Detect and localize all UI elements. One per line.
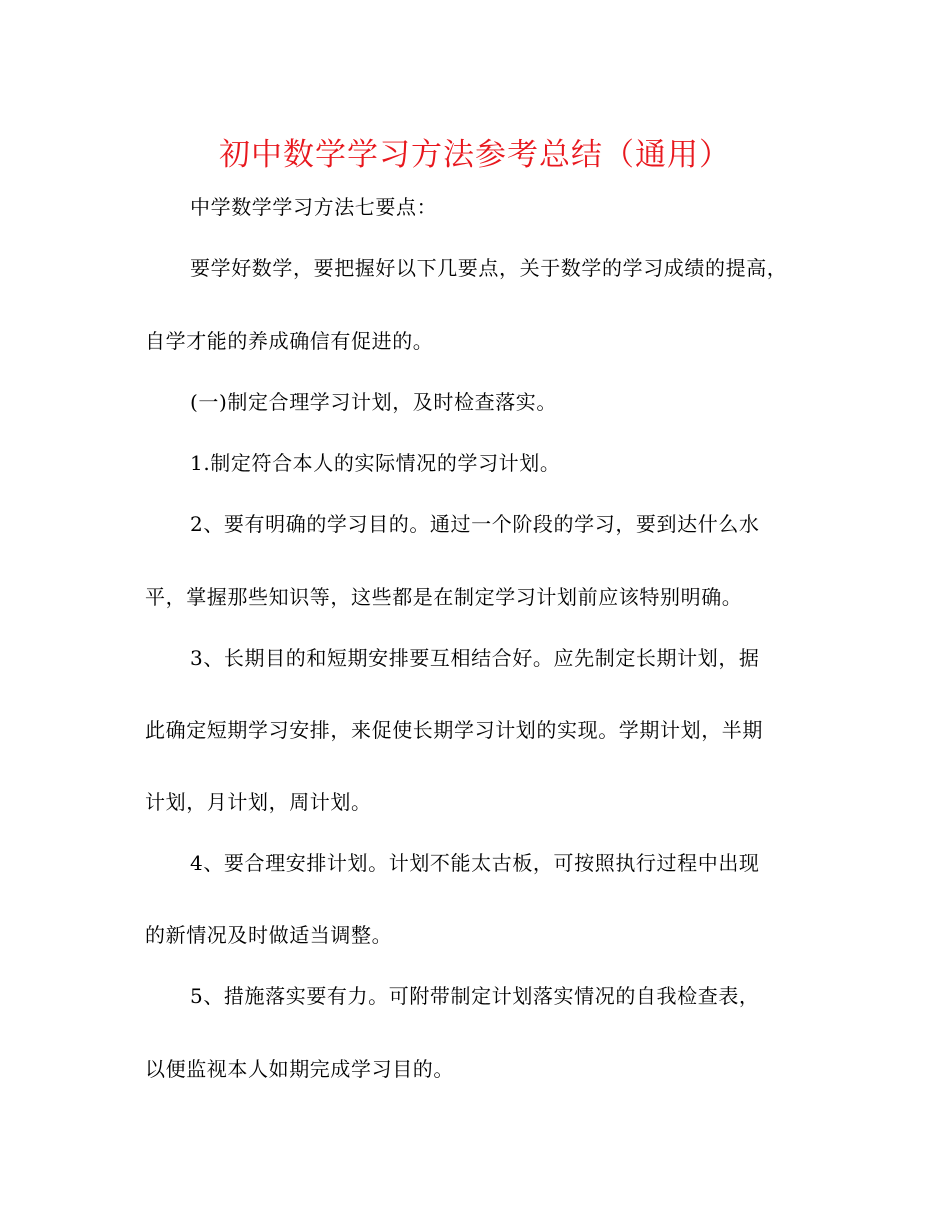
line-intro-p1b: 自学才能的养成确信有促进的。 [145, 329, 434, 353]
line-item-3b: 此确定短期学习安排，来促使长期学习计划的实现。学期计划，半期 [145, 718, 763, 742]
line-intro-p1a: 要学好数学，要把握好以下几要点，关于数学的学习成绩的提高， [190, 256, 788, 280]
line-item-5a: 5、措施落实要有力。可附带制定计划落实情况的自我检查表， [190, 984, 760, 1008]
line-item-5b: 以便监视本人如期完成学习目的。 [145, 1057, 454, 1081]
document-title: 初中数学学习方法参考总结（通用） [219, 137, 731, 173]
line-item-1: 1.制定符合本人的实际情况的学习计划。 [190, 451, 561, 475]
line-item-3a: 3、长期目的和短期安排要互相结合好。应先制定长期计划，据 [190, 646, 760, 670]
line-item-3c: 计划，月计划，周计划。 [145, 790, 372, 814]
line-item-2a: 2、要有明确的学习目的。通过一个阶段的学习，要到达什么水 [190, 512, 760, 536]
line-section-1-heading: (一)制定合理学习计划，及时检查落实。 [190, 390, 558, 414]
line-item-4a: 4、要合理安排计划。计划不能太古板，可按照执行过程中出现 [190, 851, 760, 875]
line-item-2b: 平，掌握那些知识等，这些都是在制定学习计划前应该特别明确。 [145, 585, 743, 609]
line-intro-heading: 中学数学学习方法七要点： [190, 195, 438, 219]
line-item-4b: 的新情况及时做适当调整。 [145, 923, 393, 947]
